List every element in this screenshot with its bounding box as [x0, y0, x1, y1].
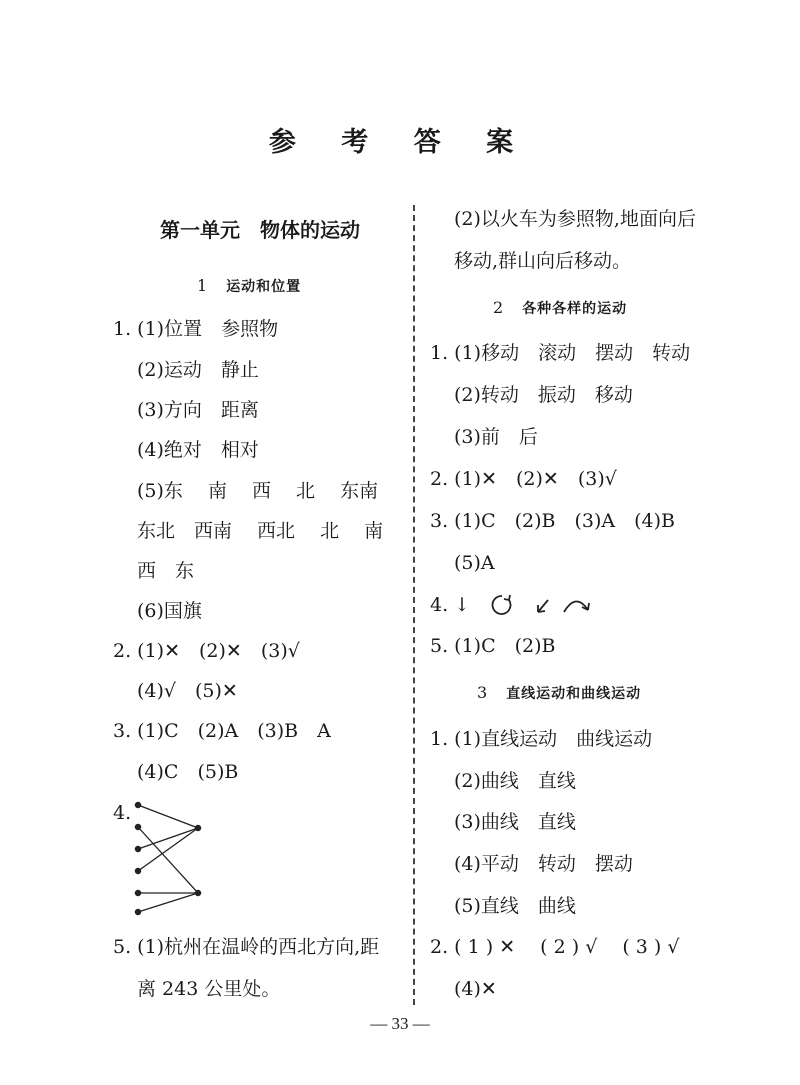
answer-line: (3)前 后	[454, 426, 538, 448]
answer-line: (4)√ (5)✕	[137, 680, 238, 702]
section-heading-1	[197, 278, 301, 294]
answer-line: 西 东	[137, 560, 195, 582]
answer-line: (6)国旗	[137, 600, 202, 622]
arc-arrow-icon	[564, 601, 588, 612]
answer-line: 4.	[113, 802, 132, 824]
section-number: 1	[197, 276, 209, 295]
unit-title: 第一单元 物体的运动	[160, 218, 360, 242]
answer-line: 1. (1)位置 参照物	[113, 318, 279, 340]
section-number: 2	[493, 298, 505, 317]
answer-line: (5)A	[454, 552, 495, 574]
match-line	[138, 828, 198, 871]
answer-line: (4)✕	[454, 978, 497, 1000]
answer-line: 1. (1)直线运动 曲线运动	[430, 728, 653, 750]
section-heading-2	[493, 300, 627, 316]
column-divider	[413, 205, 415, 1005]
page-number: — 33 —	[370, 1014, 430, 1033]
answer-line: 1. (1)移动 滚动 摆动 转动	[430, 342, 691, 364]
answer-line: 5. (1)杭州在温岭的西北方向,距	[113, 936, 380, 958]
answer-line: (4)C (5)B	[137, 761, 239, 783]
answer-line: 离 243 公里处。	[137, 978, 281, 1000]
match-line	[138, 893, 198, 912]
answer-line: 4. ↓	[430, 594, 471, 616]
match-line	[138, 827, 198, 893]
answer-line: 3. (1)C (2)A (3)B A	[113, 720, 331, 742]
section-title: 各种各样的运动	[522, 301, 628, 317]
answer-line: (4)平动 转动 摆动	[454, 853, 633, 875]
answer-line: 2. (1)✕ (2)✕ (3)√	[113, 640, 300, 662]
answer-line: 3. (1)C (2)B (3)A (4)B	[430, 510, 676, 532]
answer-line: 2. (1)✕ (2)✕ (3)√	[430, 468, 617, 490]
motion-symbols	[490, 592, 600, 620]
answer-line: (2)曲线 直线	[454, 770, 576, 792]
section-title: 运动和位置	[226, 279, 302, 295]
diagonal-arrow-icon	[538, 600, 548, 612]
match-line	[138, 828, 198, 849]
answer-line: (3)方向 距离	[137, 399, 259, 421]
match-line	[138, 805, 198, 828]
section-title: 直线运动和曲线运动	[506, 686, 642, 702]
answer-line: 移动,群山向后移动。	[454, 250, 632, 272]
section-heading-3	[477, 685, 641, 701]
answer-line: (2)以火车为参照物,地面向后	[454, 208, 696, 230]
answer-line: 2. ( 1 ) ✕ ( 2 ) √ ( 3 ) √	[430, 936, 680, 958]
matching-lines-diagram	[130, 800, 210, 920]
section-number: 3	[477, 683, 489, 702]
answer-line: (5)直线 曲线	[454, 895, 576, 917]
answer-line: (2)运动 静止	[137, 359, 259, 381]
page-title: 参 考 答 案	[268, 127, 532, 158]
answer-line: (2)转动 振动 移动	[454, 384, 633, 406]
answer-line: 东北 西南 西北 北 南	[137, 520, 384, 542]
answer-line: (5)东 南 西 北 东南	[137, 480, 379, 502]
rotation-circle-icon	[493, 596, 511, 614]
rotation-arrowhead	[504, 595, 510, 600]
answer-line: (3)曲线 直线	[454, 811, 576, 833]
answer-line: 5. (1)C (2)B	[430, 635, 556, 657]
answer-line: (4)绝对 相对	[137, 439, 259, 461]
